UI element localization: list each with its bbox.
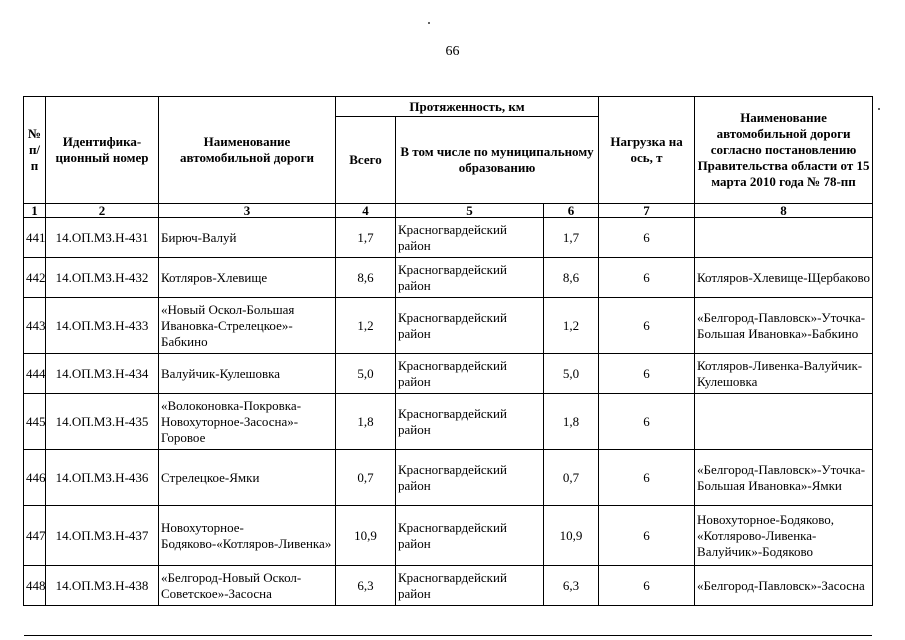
municipal-length: 5,0: [544, 354, 599, 394]
municipality: Красногвардейский район: [396, 258, 544, 298]
total-length: 5,0: [336, 354, 396, 394]
official-road-name: [695, 218, 873, 258]
total-length: 1,7: [336, 218, 396, 258]
municipal-length: 0,7: [544, 450, 599, 506]
total-length: 1,8: [336, 394, 396, 450]
table-row: [24, 298, 873, 354]
header-load: Нагрузка на ось, т: [599, 97, 695, 204]
official-road-name: «Белгород-Павловск»-Уточка-Большая Ивановка»-Бабкино: [695, 298, 873, 354]
road-id: 14.ОП.МЗ.Н-436: [46, 450, 159, 506]
axle-load: 6: [599, 258, 695, 298]
header-total: Всего: [336, 117, 396, 204]
row-number: 441: [24, 218, 46, 258]
municipality: Красногвардейский район: [396, 218, 544, 258]
row-number: 446: [24, 450, 46, 506]
road-name: Новохуторное-Бодяково-«Котляров-Ливенка»: [159, 506, 336, 566]
road-id: 14.ОП.МЗ.Н-431: [46, 218, 159, 258]
municipality: Красногвардейский район: [396, 298, 544, 354]
official-road-name: «Белгород-Павловск»-Уточка-Большая Ивановка»-Ямки: [695, 450, 873, 506]
header-row-1: [24, 97, 873, 117]
road-id: 14.ОП.МЗ.Н-432: [46, 258, 159, 298]
header-length-group: Протяженность, км: [336, 97, 599, 117]
column-number: 2: [46, 204, 159, 218]
axle-load: 6: [599, 506, 695, 566]
header-official-name: Наименование автомобильной дороги согласно постановлению Правительства области от 15 марта 2010 года № 78-пп: [695, 97, 873, 204]
axle-load: 6: [599, 298, 695, 354]
official-road-name: «Белгород-Павловск»-Засосна: [695, 566, 873, 606]
municipal-length: 1,2: [544, 298, 599, 354]
road-name: «Волоконовка-Покровка-Новохуторное-Засосна»-Горовое: [159, 394, 336, 450]
municipal-length: 1,8: [544, 394, 599, 450]
table-row: [24, 450, 873, 506]
official-road-name: Котляров-Ливенка-Валуйчик-Кулешовка: [695, 354, 873, 394]
total-length: 6,3: [336, 566, 396, 606]
table-row: [24, 566, 873, 606]
table-row: [24, 354, 873, 394]
column-number: 4: [336, 204, 396, 218]
header-including: В том числе по муниципальному образованию: [396, 117, 599, 204]
road-id: 14.ОП.МЗ.Н-433: [46, 298, 159, 354]
column-number: 3: [159, 204, 336, 218]
scan-speck: [878, 108, 880, 110]
row-number: 444: [24, 354, 46, 394]
municipal-length: 6,3: [544, 566, 599, 606]
municipality: Красногвардейский район: [396, 566, 544, 606]
column-number: 7: [599, 204, 695, 218]
row-number: 443: [24, 298, 46, 354]
header-name: Наименование автомобильной дороги: [159, 97, 336, 204]
road-id: 14.ОП.МЗ.Н-435: [46, 394, 159, 450]
official-road-name: Котляров-Хлевище-Щербаково: [695, 258, 873, 298]
total-length: 8,6: [336, 258, 396, 298]
total-length: 1,2: [336, 298, 396, 354]
axle-load: 6: [599, 394, 695, 450]
road-name: Котляров-Хлевище: [159, 258, 336, 298]
column-number-row: [24, 204, 873, 218]
header-id: Идентифика-ционный номер: [46, 97, 159, 204]
road-id: 14.ОП.МЗ.Н-438: [46, 566, 159, 606]
row-number: 447: [24, 506, 46, 566]
column-number: 5: [396, 204, 544, 218]
row-number: 448: [24, 566, 46, 606]
axle-load: 6: [599, 218, 695, 258]
column-number: 8: [695, 204, 873, 218]
column-number: 1: [24, 204, 46, 218]
table-row: [24, 258, 873, 298]
road-id: 14.ОП.МЗ.Н-437: [46, 506, 159, 566]
axle-load: 6: [599, 450, 695, 506]
municipal-length: 8,6: [544, 258, 599, 298]
municipal-length: 10,9: [544, 506, 599, 566]
page-number: 66: [445, 44, 460, 59]
municipality: Красногвардейский район: [396, 450, 544, 506]
municipality: Красногвардейский район: [396, 354, 544, 394]
road-name: «Новый Оскол-Большая Ивановка-Стрелецкое»-Бабкино: [159, 298, 336, 354]
scan-speck: [428, 22, 430, 24]
row-number: 445: [24, 394, 46, 450]
axle-load: 6: [599, 354, 695, 394]
road-name: Стрелецкое-Ямки: [159, 450, 336, 506]
header-no: № п/п: [24, 97, 46, 204]
official-road-name: Новохуторное-Бодяково, «Котлярово-Ливенка-Валуйчик»-Бодяково: [695, 506, 873, 566]
axle-load: 6: [599, 566, 695, 606]
municipality: Красногвардейский район: [396, 506, 544, 566]
total-length: 10,9: [336, 506, 396, 566]
road-name: «Белгород-Новый Оскол-Советское»-Засосна: [159, 566, 336, 606]
municipal-length: 1,7: [544, 218, 599, 258]
bottom-rule: [24, 635, 872, 636]
total-length: 0,7: [336, 450, 396, 506]
road-name: Бирюч-Валуй: [159, 218, 336, 258]
official-road-name: [695, 394, 873, 450]
table-row: [24, 218, 873, 258]
table-row: [24, 394, 873, 450]
road-name: Валуйчик-Кулешовка: [159, 354, 336, 394]
table-row: [24, 506, 873, 566]
column-number: 6: [544, 204, 599, 218]
row-number: 442: [24, 258, 46, 298]
road-id: 14.ОП.МЗ.Н-434: [46, 354, 159, 394]
roads-table: [23, 96, 873, 606]
municipality: Красногвардейский район: [396, 394, 544, 450]
